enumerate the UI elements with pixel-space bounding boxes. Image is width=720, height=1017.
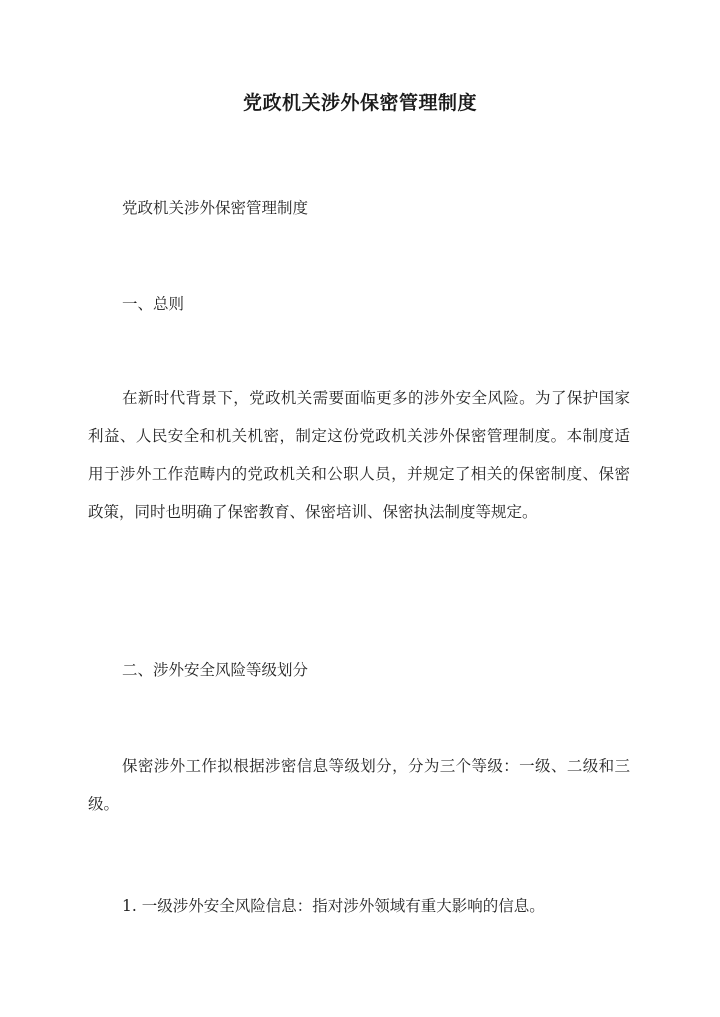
document-subtitle: 党政机关涉外保密管理制度 bbox=[122, 199, 309, 217]
section-body-general: 在新时代背景下，党政机关需要面临更多的涉外安全风险。为了保护国家利益、人民安全和机关机密，制定这份党政机关涉外保密管理制度。本制度适用于涉外工作范畴内的党政机关和公职人员，并规定了相关的保密制度、保密政策，同时也明确了保密教育、保密培训、保密执法制度等规定。 bbox=[88, 389, 630, 521]
list-item-level-one: 1. 一级涉外安全风险信息：指对涉外领域有重大影响的信息。 bbox=[122, 897, 545, 915]
section-heading-risk-levels: 二、涉外安全风险等级划分 bbox=[122, 661, 309, 679]
document-title: 党政机关涉外保密管理制度 bbox=[242, 92, 477, 114]
section-body-risk-levels: 保密涉外工作拟根据涉密信息等级划分，分为三个等级：一级、二级和三级。 bbox=[88, 757, 630, 813]
section-heading-general: 一、总则 bbox=[122, 295, 185, 313]
